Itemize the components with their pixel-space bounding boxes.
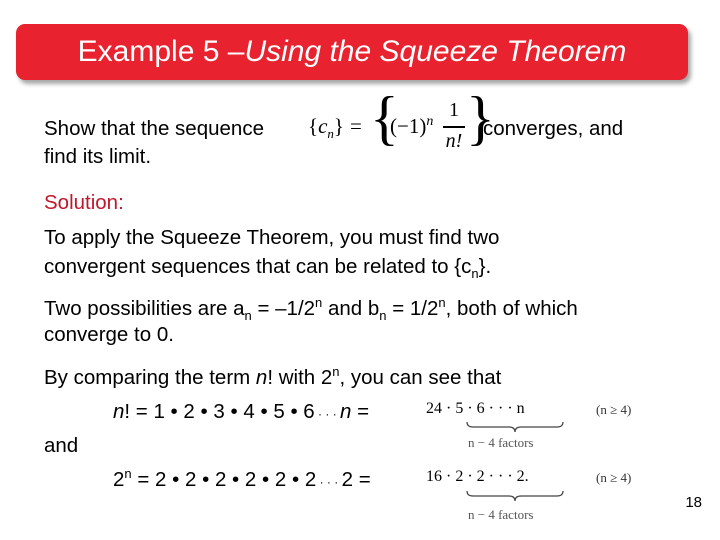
comparing-line [44,364,501,390]
formula-lhs [308,114,344,142]
power-rhs: 16 · 2 · 2 · · · 2. [426,468,529,485]
formula-fraction [443,99,465,159]
title-part-2: Using the Squeeze Theorem [244,35,627,68]
formula-lhs-sub: n [327,126,334,142]
slide-title [16,24,688,80]
poss-text-1: Two possibilities are a [44,296,245,320]
and-word: and [44,434,79,457]
factorial-lhs-end-n: n [340,400,352,423]
possibilities-line-2: converge to 0. [44,323,174,346]
power-lhs-end: 2 = [341,467,371,491]
solution-line-2-sub: n [471,266,479,282]
poss-b-sup: n [438,295,446,310]
comparing-text-3: , you can see that [339,365,502,389]
poss-a-sub: n [244,307,252,323]
problem-line-2: find its limit. [44,145,152,168]
power-condition: (n ≥ 4) [596,470,632,485]
comparing-text-1: By comparing the term [44,365,256,389]
solution-heading: Solution: [44,191,124,214]
poss-text-5: , both of which [445,296,578,320]
power-underbrace [465,489,565,503]
formula-right-brace: } [466,85,495,151]
formula-lhs-close: } [333,114,345,138]
power-underbrace-label: n − 4 factors [468,507,534,522]
poss-a-sup: n [315,295,323,310]
power-lhs-sup: n [124,466,132,481]
factorial-equals: = [351,400,370,423]
comparing-text-2: ! with 2 [267,365,333,389]
possibilities-line-1 [44,295,578,323]
power-lhs-rest: = 2 • 2 • 2 • 2 • 2 • 2 [131,467,317,491]
factorial-lhs-n: n [113,400,125,423]
formula-base-text: (−1) [390,114,427,138]
solution-line-2 [44,255,491,281]
poss-text-4: = 1/2 [386,296,439,320]
formula-numerator: 1 [449,99,459,121]
formula-fraction-bar [443,126,465,128]
formula-exponent: n [426,114,434,129]
formula-denominator: n! [445,130,463,152]
factorial-condition: (n ≥ 4) [596,402,632,417]
formula-left-brace: { [370,85,399,151]
factorial-underbrace-label: n − 4 factors [468,435,534,450]
comparing-n: n [255,365,268,389]
factorial-underbrace [465,420,565,434]
factorial-lhs [113,400,369,424]
formula-lhs-open: { [308,114,319,138]
solution-line-2-end: }. [478,255,492,278]
formula-lhs-var: c [318,114,328,138]
solution-line-2-start: convergent sequences that can be related to {c [44,255,472,278]
slide-number: 18 [685,494,702,511]
comparing-sup: n [332,364,340,379]
poss-b-sub: n [379,307,387,323]
power-lhs [113,466,371,492]
power-lhs-dots: · · · [316,474,342,489]
factorial-lhs-dots: · · · [314,407,341,421]
factorial-rhs: 24 · 5 · 6 · · · n [426,400,525,417]
title-part-1: Example 5 – [77,35,245,68]
problem-line-1-start: Show that the sequence [44,117,264,140]
poss-text-3: and b [322,296,380,320]
title-bar [16,24,688,80]
formula-equals: = [350,114,362,138]
solution-line-1: To apply the Squeeze Theorem, you must find two [44,226,500,249]
problem-line-1-end: converges, and [483,117,624,140]
formula-base [390,114,433,139]
poss-text-2: = –1/2 [251,296,316,320]
power-lhs-base: 2 [113,467,125,491]
factorial-lhs-rest: ! = 1 • 2 • 3 • 4 • 5 • 6 [124,400,315,423]
